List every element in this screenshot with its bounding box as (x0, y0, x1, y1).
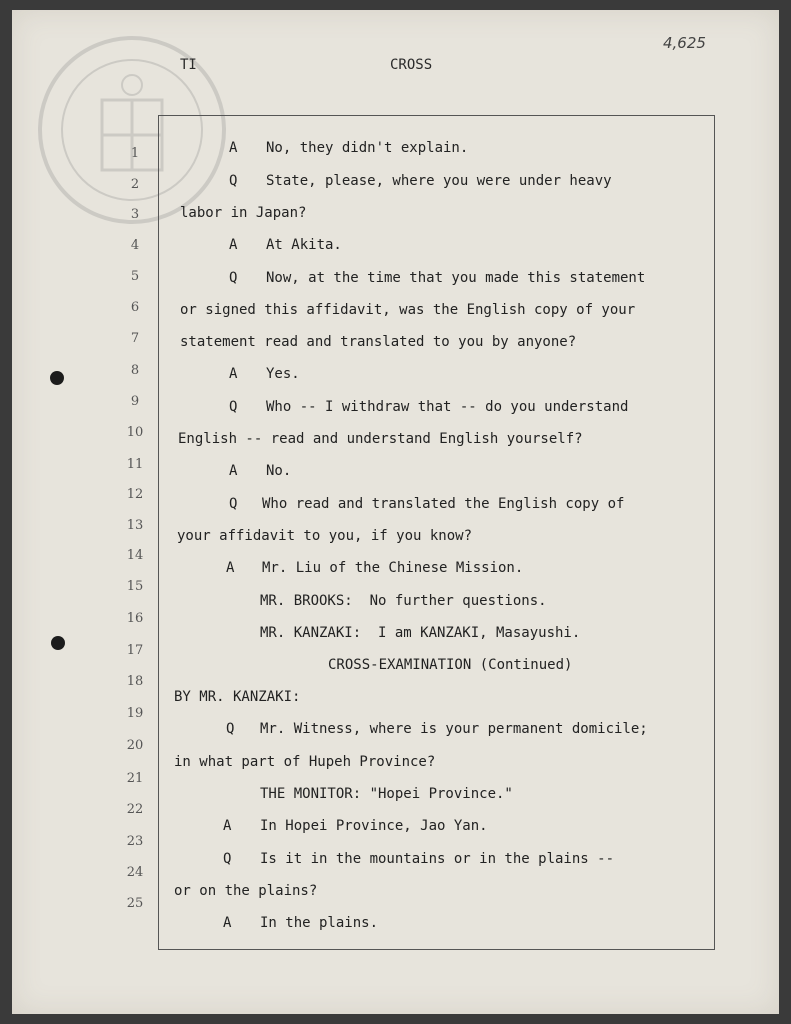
transcript-line: in what part of Hupeh Province? (174, 754, 436, 770)
line-number: 24 (126, 865, 144, 880)
transcript-line: Is it in the mountains or in the plains -- (260, 851, 615, 867)
speaker-label: Q (229, 496, 238, 512)
transcript-line: Who -- I withdraw that -- do you understand (266, 399, 629, 415)
line-number: 12 (126, 487, 144, 502)
speaker-label: A (229, 237, 238, 253)
punch-hole-bottom (51, 636, 65, 650)
transcript-line: MR. BROOKS: No further questions. (260, 593, 547, 609)
line-number: 20 (126, 738, 144, 753)
speaker-label: A (229, 140, 238, 156)
speaker-label: Q (229, 173, 238, 189)
line-number: 14 (126, 548, 144, 563)
line-number: 23 (126, 834, 144, 849)
line-number: 25 (126, 896, 144, 911)
transcript-line: your affidavit to you, if you know? (177, 528, 473, 544)
line-number: 13 (126, 518, 144, 533)
speaker-label: Q (229, 270, 238, 286)
transcript-line: In the plains. (260, 915, 379, 931)
transcript-line: English -- read and understand English yourself? (178, 431, 583, 447)
line-number: 8 (130, 363, 140, 378)
line-number: 4 (130, 238, 140, 253)
page-number: 4,625 (663, 34, 706, 52)
line-number: 18 (126, 674, 144, 689)
line-number: 21 (126, 771, 144, 786)
transcript-line: State, please, where you were under heavy (266, 173, 612, 189)
transcript-line: In Hopei Province, Jao Yan. (260, 818, 488, 834)
transcript-line: statement read and translated to you by anyone? (180, 334, 577, 350)
speaker-label: A (229, 366, 238, 382)
transcript-line: At Akita. (266, 237, 342, 253)
transcript-line: No, they didn't explain. (266, 140, 469, 156)
transcript-line: Mr. Witness, where is your permanent domicile; (260, 721, 648, 737)
line-number: 6 (130, 300, 140, 315)
speaker-label: A (226, 560, 235, 576)
speaker-label: Q (226, 721, 235, 737)
transcript-line: Now, at the time that you made this statement (266, 270, 646, 286)
speaker-label: Q (223, 851, 232, 867)
line-number: 16 (126, 611, 144, 626)
transcript-line: labor in Japan? (180, 205, 307, 221)
transcript-line: Who read and translated the English copy of (262, 496, 625, 512)
line-number: 2 (130, 177, 140, 192)
line-number: 19 (126, 706, 144, 721)
speaker-label: A (223, 818, 232, 834)
speaker-label: A (223, 915, 232, 931)
line-number: 7 (130, 331, 140, 346)
transcript-line: BY MR. KANZAKI: (174, 689, 301, 705)
line-number: 22 (126, 802, 144, 817)
transcript-line: Yes. (266, 366, 300, 382)
line-number: 1 (130, 146, 140, 161)
line-number: 17 (126, 643, 144, 658)
transcript-line: MR. KANZAKI: I am KANZAKI, Masayushi. (260, 625, 581, 641)
transcript-line: Mr. Liu of the Chinese Mission. (262, 560, 524, 576)
line-number: 15 (126, 579, 144, 594)
transcript-line: No. (266, 463, 292, 479)
line-number: 9 (130, 394, 140, 409)
header-left: TI (180, 57, 197, 73)
punch-hole-top (50, 371, 64, 385)
line-number: 3 (130, 207, 140, 222)
speaker-label: A (229, 463, 238, 479)
speaker-label: Q (229, 399, 238, 415)
transcript-line: THE MONITOR: "Hopei Province." (260, 786, 513, 802)
line-number: 11 (126, 457, 144, 472)
transcript-line: CROSS-EXAMINATION (Continued) (328, 657, 573, 673)
transcript-line: or on the plains? (174, 883, 318, 899)
line-number: 5 (130, 269, 140, 284)
line-number: 10 (126, 425, 144, 440)
header-title: CROSS (390, 57, 433, 73)
transcript-line: or signed this affidavit, was the English copy of your (180, 302, 636, 318)
